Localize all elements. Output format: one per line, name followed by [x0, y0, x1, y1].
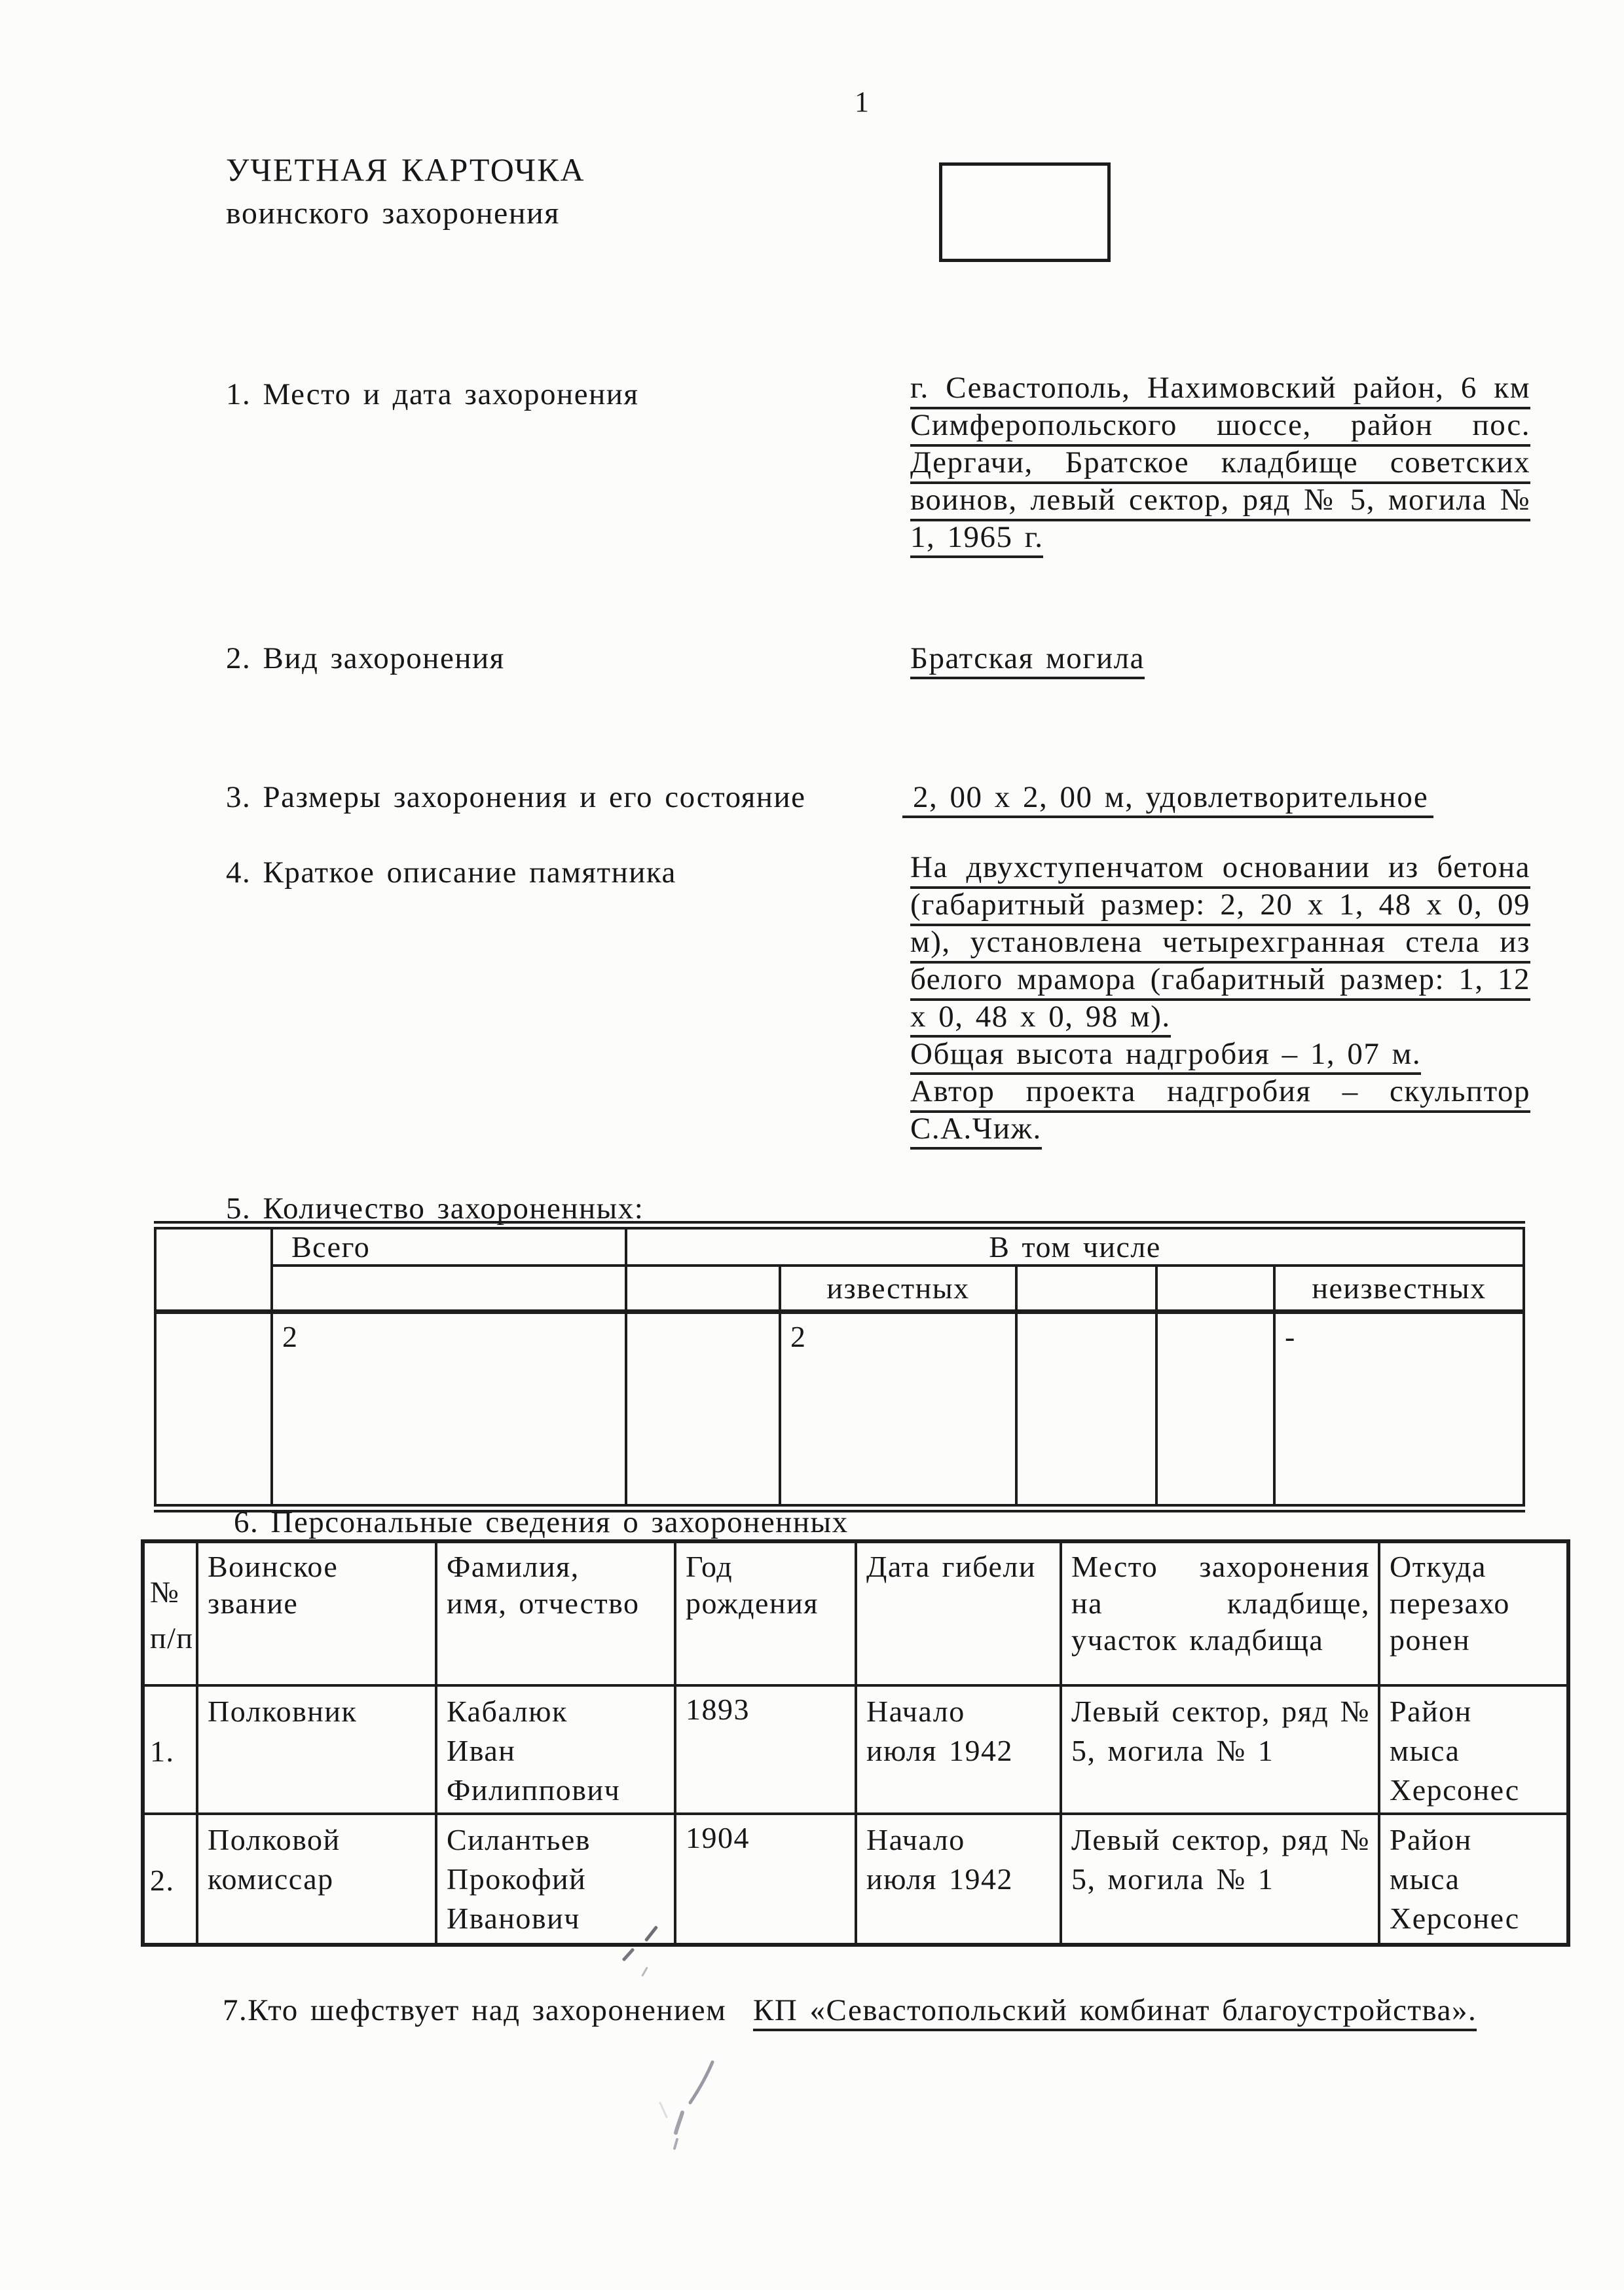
person-2-num: 2. [143, 1814, 197, 1945]
person-2-name: Силантьев Прокофий Иванович [436, 1814, 675, 1945]
persons-col-rank: Воинское звание [197, 1541, 436, 1685]
photo-box [939, 162, 1111, 262]
field-6-label: 6. Персональные сведения о захороненных [234, 1505, 849, 1539]
field-4-line: белого мрамора (габаритный размер: 1, 12 [910, 964, 1530, 1001]
counts-col-including: В том числе [626, 1226, 1524, 1266]
field-4-line: На двухступенчатом основании из бетона [910, 852, 1530, 889]
counts-corner-cell [155, 1226, 272, 1312]
field-4-line: Автор проекта надгробия – скульптор [910, 1076, 1530, 1113]
counts-known-value: 2 [780, 1311, 1016, 1508]
persons-col-name: Фамилия, имя, отчество [436, 1541, 675, 1685]
person-2-rank: Полковой комиссар [197, 1814, 436, 1945]
field-7-value: КП «Севастопольский комбинат благоустройства». [753, 1993, 1477, 2028]
field-4-value [910, 852, 1530, 1150]
counts-col-total: Всего [272, 1226, 626, 1266]
person-2-birth: 1904 [675, 1814, 856, 1945]
field-1-line: Симферопольского шоссе, район пос. [910, 409, 1530, 447]
counts-empty-cell [1156, 1311, 1274, 1508]
person-1-name: Кабалюк Иван Филиппович [436, 1685, 675, 1814]
field-1-line: г. Севастополь, Нахимовский район, 6 км [910, 372, 1530, 409]
field-2-value: Братская могила [910, 641, 1145, 676]
counts-empty-cell [155, 1311, 272, 1508]
page-number: 1 [855, 86, 870, 118]
person-2-from: Район мыса Херсонес [1379, 1814, 1568, 1945]
field-1-label: 1. Место и дата захоронения [226, 377, 639, 411]
persons-col-num: № п/п [143, 1541, 197, 1685]
field-4-line: (габаритный размер: 2, 20 х 1, 48 х 0, 09 [910, 889, 1530, 926]
counts-empty-cell [1156, 1266, 1274, 1311]
card-title: УЧЕТНАЯ КАРТОЧКА [226, 151, 585, 188]
field-1-line: воинов, левый сектор, ряд № 5, могила № [910, 484, 1530, 521]
field-4-label: 4. Краткое описание памятника [226, 855, 676, 890]
persons-row-1 [143, 1685, 1568, 1814]
persons-col-from: Откуда перезахо ронен [1379, 1541, 1568, 1685]
field-4-line: м), установлена четырехгранная стела из [910, 926, 1530, 964]
person-1-num: 1. [143, 1685, 197, 1814]
counts-empty-cell [626, 1311, 780, 1508]
persons-header-row [143, 1541, 1568, 1685]
person-1-birth: 1893 [675, 1685, 856, 1814]
field-4-line: Общая высота надгробия – 1, 07 м. [910, 1038, 1530, 1076]
card-subtitle: воинского захоронения [226, 196, 560, 231]
scan-artifact [622, 1947, 635, 1961]
persons-col-place: Место захоронения на кладбище, участок кладбища [1061, 1541, 1379, 1685]
counts-col-unknown: неизвестных [1274, 1266, 1524, 1311]
counts-header-row-2 [155, 1266, 1524, 1311]
field-1-line: 1, 1965 г. [910, 521, 1530, 559]
persons-col-birth: Год рождения [675, 1541, 856, 1685]
field-1-value [910, 372, 1530, 559]
counts-unknown-value: - [1274, 1311, 1524, 1508]
field-5-label: 5. Количество захороненных: [226, 1192, 644, 1226]
field-4-line: х 0, 48 х 0, 98 м). [910, 1001, 1530, 1038]
counts-empty-cell [272, 1266, 626, 1311]
scan-artifact [641, 1966, 648, 1976]
counts-values-row [155, 1311, 1524, 1508]
counts-total-value: 2 [272, 1311, 626, 1508]
field-7-label: 7.Кто шефствует над захоронением [223, 1993, 727, 2027]
field-2-label: 2. Вид захоронения [226, 641, 505, 675]
persons-row-2 [143, 1814, 1568, 1945]
field-3-label: 3. Размеры захоронения и его состояние [226, 780, 806, 814]
field-4-line: С.А.Чиж. [910, 1113, 1530, 1150]
person-1-death: Начало июля 1942 [856, 1685, 1061, 1814]
counts-empty-cell [1016, 1311, 1156, 1508]
person-1-from: Район мыса Херсонес [1379, 1685, 1568, 1814]
counts-col-known: известных [780, 1266, 1016, 1311]
field-3-value: 2, 00 х 2, 00 м, удовлетворительное [902, 779, 1433, 815]
counts-empty-cell [626, 1266, 780, 1311]
persons-col-death: Дата гибели [856, 1541, 1061, 1685]
person-1-place: Левый сектор, ряд № 5, могила № 1 [1061, 1685, 1379, 1814]
person-2-place: Левый сектор, ряд № 5, могила № 1 [1061, 1814, 1379, 1945]
field-1-line: Дергачи, Братское кладбище советских [910, 447, 1530, 484]
counts-empty-cell [1016, 1266, 1156, 1311]
counts-table [154, 1221, 1525, 1512]
persons-table [141, 1539, 1570, 1947]
person-1-rank: Полковник [197, 1685, 436, 1814]
counts-header-row-1 [155, 1226, 1524, 1266]
person-2-death: Начало июля 1942 [856, 1814, 1061, 1945]
scan-scribble [648, 2057, 733, 2155]
